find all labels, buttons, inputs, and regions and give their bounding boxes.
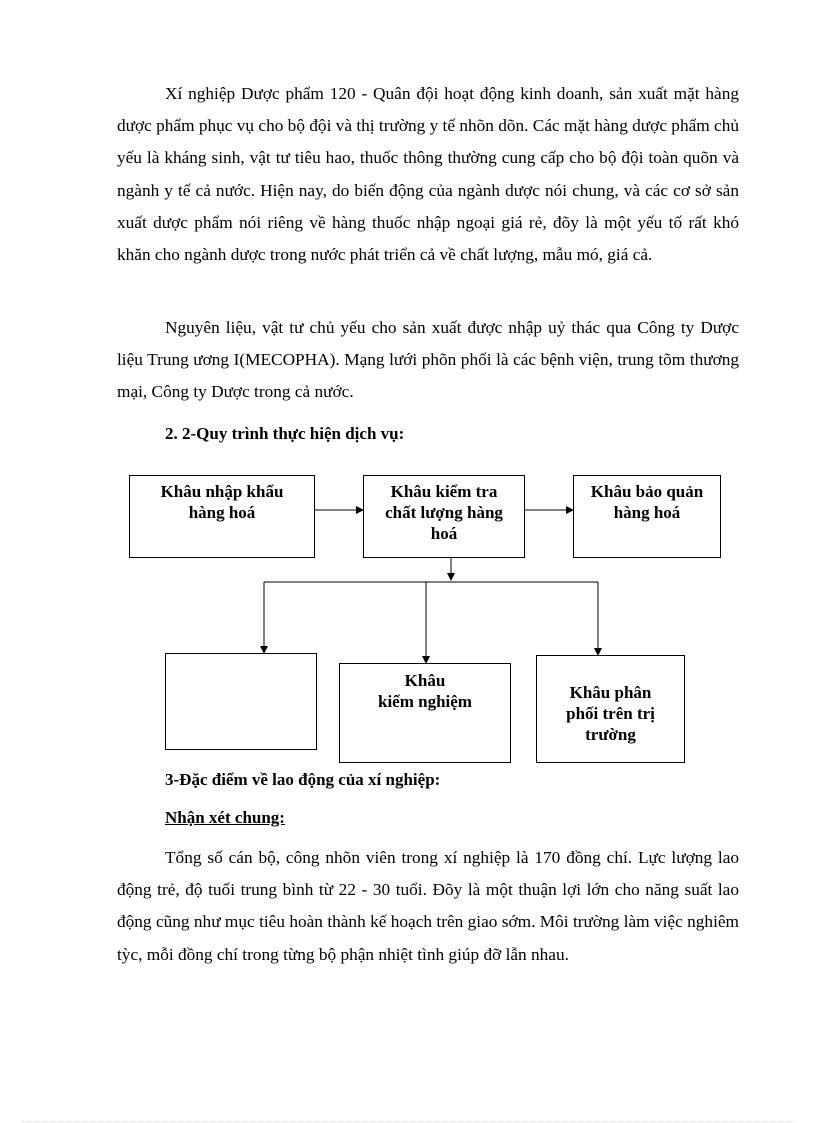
flow-box-quality-check-line2: chất lượng hàng bbox=[385, 503, 503, 522]
flow-box-import bbox=[129, 475, 315, 558]
page-bottom-border bbox=[22, 1121, 794, 1122]
paragraph-labor-text: Tổng số cán bộ, công nhõn viên trong xí nghiệp là 170 đồng chí. Lực lượng lao động trẻ, độ tuổi trung bình từ 22 - 30 tuổi. Đõy là một thuận lợi lớn cho năng suất lao động cũng như mục tiêu hoàn thành kế hoạch trên giao sớm. Môi trường làm việc nghiêm tỳc, mỗi đồng chí trong từng bộ phận nhiệt tình giúp đỡ lẫn nhau. bbox=[117, 848, 739, 964]
flow-box-quality-check bbox=[363, 475, 525, 558]
flow-box-testing-line2: kiểm nghiệm bbox=[378, 692, 472, 711]
paragraph-intro-text: Xí nghiệp Dược phẩm 120 - Quân đội hoạt động kinh doanh, sản xuất mặt hàng dược phẩm phục vụ cho bộ đội và thị trường y tế nhõn dõn. Các mặt hàng dược phẩm chủ yếu là kháng sinh, vật tư tiêu hao, thuốc thông thường cung cấp cho bộ đội toàn quõn và ngành y tế cả nước. Hiện nay, do biến động của ngành dược nói chung, và các cơ sở sản xuất dược phẩm nói riêng về hàng thuốc nhập ngoại giá rẻ, đõy là một yếu tố rất khó khăn cho ngành dược trong nước phát triển cả về chất lượng, mẫu mó, giá cả. bbox=[117, 84, 739, 265]
flow-box-empty bbox=[165, 653, 317, 750]
flow-box-storage-line2: hàng hoá bbox=[613, 503, 681, 522]
flow-box-distribution-line2: phối trên trị bbox=[566, 704, 655, 723]
flow-box-import-line2: hàng hoá bbox=[188, 503, 256, 522]
flow-box-testing bbox=[339, 663, 511, 763]
heading-labor: 3-Đặc điểm về lao động của xí nghiệp: bbox=[165, 770, 441, 789]
flow-box-distribution-line3: trường bbox=[585, 725, 636, 744]
flow-box-quality-check-line1: Khâu kiểm tra bbox=[390, 482, 498, 501]
paragraph-labor bbox=[117, 842, 739, 971]
flow-box-testing-line1: Khâu bbox=[404, 671, 446, 690]
flow-box-storage bbox=[573, 475, 721, 558]
flow-box-storage-line1: Khâu bảo quản bbox=[590, 482, 704, 501]
flow-box-quality-check-line3: hoá bbox=[430, 524, 458, 543]
heading-general-remarks: Nhận xét chung: bbox=[165, 808, 285, 827]
flow-box-import-line1: Khâu nhập khẩu bbox=[160, 482, 284, 501]
flow-box-distribution-line1: Khâu phân bbox=[569, 683, 652, 702]
paragraph-materials-text: Nguyên liệu, vật tư chủ yếu cho sản xuất được nhập uỷ thác qua Công ty Dược liệu Trung ương I(MECOPHA). Mạng lưới phõn phối là các bệnh viện, trung tõm thương mại, Công ty Dược trong cả nước. bbox=[117, 318, 739, 402]
flow-box-distribution bbox=[536, 655, 685, 763]
heading-process: 2. 2-Quy trình thực hiện dịch vụ: bbox=[165, 424, 405, 443]
